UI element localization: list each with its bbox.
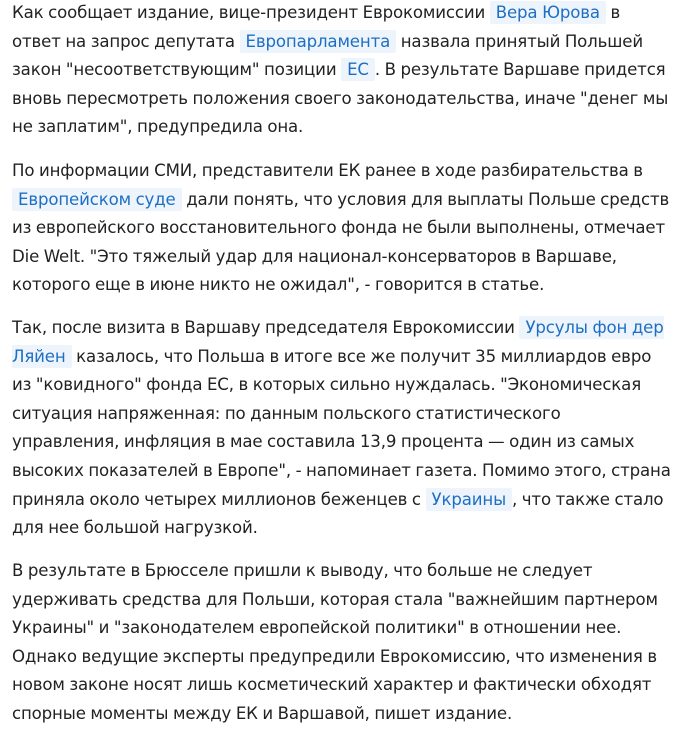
paragraph-text: В результате в Брюсселе пришли к выводу, что больше не следует удерживать средства для Польши, которая стала "важнейшим партнером Украины" и "законодателем европейской политики" в отношении нее. Однако ведущие эксперты предупредили Еврокомиссию, что изменения в новом законе носят лишь косметический характер и фактически обходят спорные моменты между ЕК и Варшавой, пишет издание. <box>12 561 658 723</box>
paragraph-text: . В результате Варшаве придется вновь пересмотреть положения своего законодательства, иначе "денег мы не заплатим", предупредила она. <box>12 60 669 137</box>
link-vera-jourova[interactable]: Вера Юрова <box>490 1 606 24</box>
paragraph-text: По информации СМИ, представители ЕК ранее в ходе разбирательства в <box>12 161 643 180</box>
link-ursula-von-der-leyen[interactable]: Урсулы фон дер Ляйен <box>12 318 664 366</box>
link-eu[interactable]: ЕС <box>341 58 375 81</box>
link-ukraine[interactable]: Украины <box>426 488 513 511</box>
paragraph-text: Так, после визита в Варшаву председателя Еврокомиссии <box>12 318 520 337</box>
paragraph-text: назвала принятый Польшей закон "несоответствующим" позиции <box>12 31 643 80</box>
link-european-court[interactable]: Европейском суде <box>12 188 182 211</box>
paragraph-3 <box>12 314 672 543</box>
paragraph-text: , что также стало для нее большой нагрузкой. <box>12 489 664 538</box>
paragraph-text: казалось, что Польша в итоге все же получит 35 миллиардов евро из "ковидного" фонда ЕС, в которых сильно нуждалась. "Экономическая ситуация напряженная: по данным польского статистического управления, инфляция в мае составила 13,9 процента — один из самых высоких показателей в Европе", - напоминает газета. Помимо этого, страна приняла около четырех миллионов беженцев с <box>12 346 671 509</box>
paragraph-text: в ответ на запрос депутата <box>12 3 621 51</box>
link-european-parliament[interactable]: Европарламента <box>240 30 397 53</box>
paragraph-2 <box>12 157 672 300</box>
paragraph-4 <box>12 557 672 729</box>
paragraph-1 <box>12 0 672 142</box>
paragraph-text: дали понять, что условия для выплаты Польше средств из европейского восстановительного фонда не были выполнены, отмечает Die Welt. "Это тяжелый удар для национал-консерваторов в Варшаве, которого еще в июне никто не ожидал", - говорится в статье. <box>12 189 670 295</box>
paragraph-text: Как сообщает издание, вице-президент Еврокомиссии <box>12 3 490 22</box>
